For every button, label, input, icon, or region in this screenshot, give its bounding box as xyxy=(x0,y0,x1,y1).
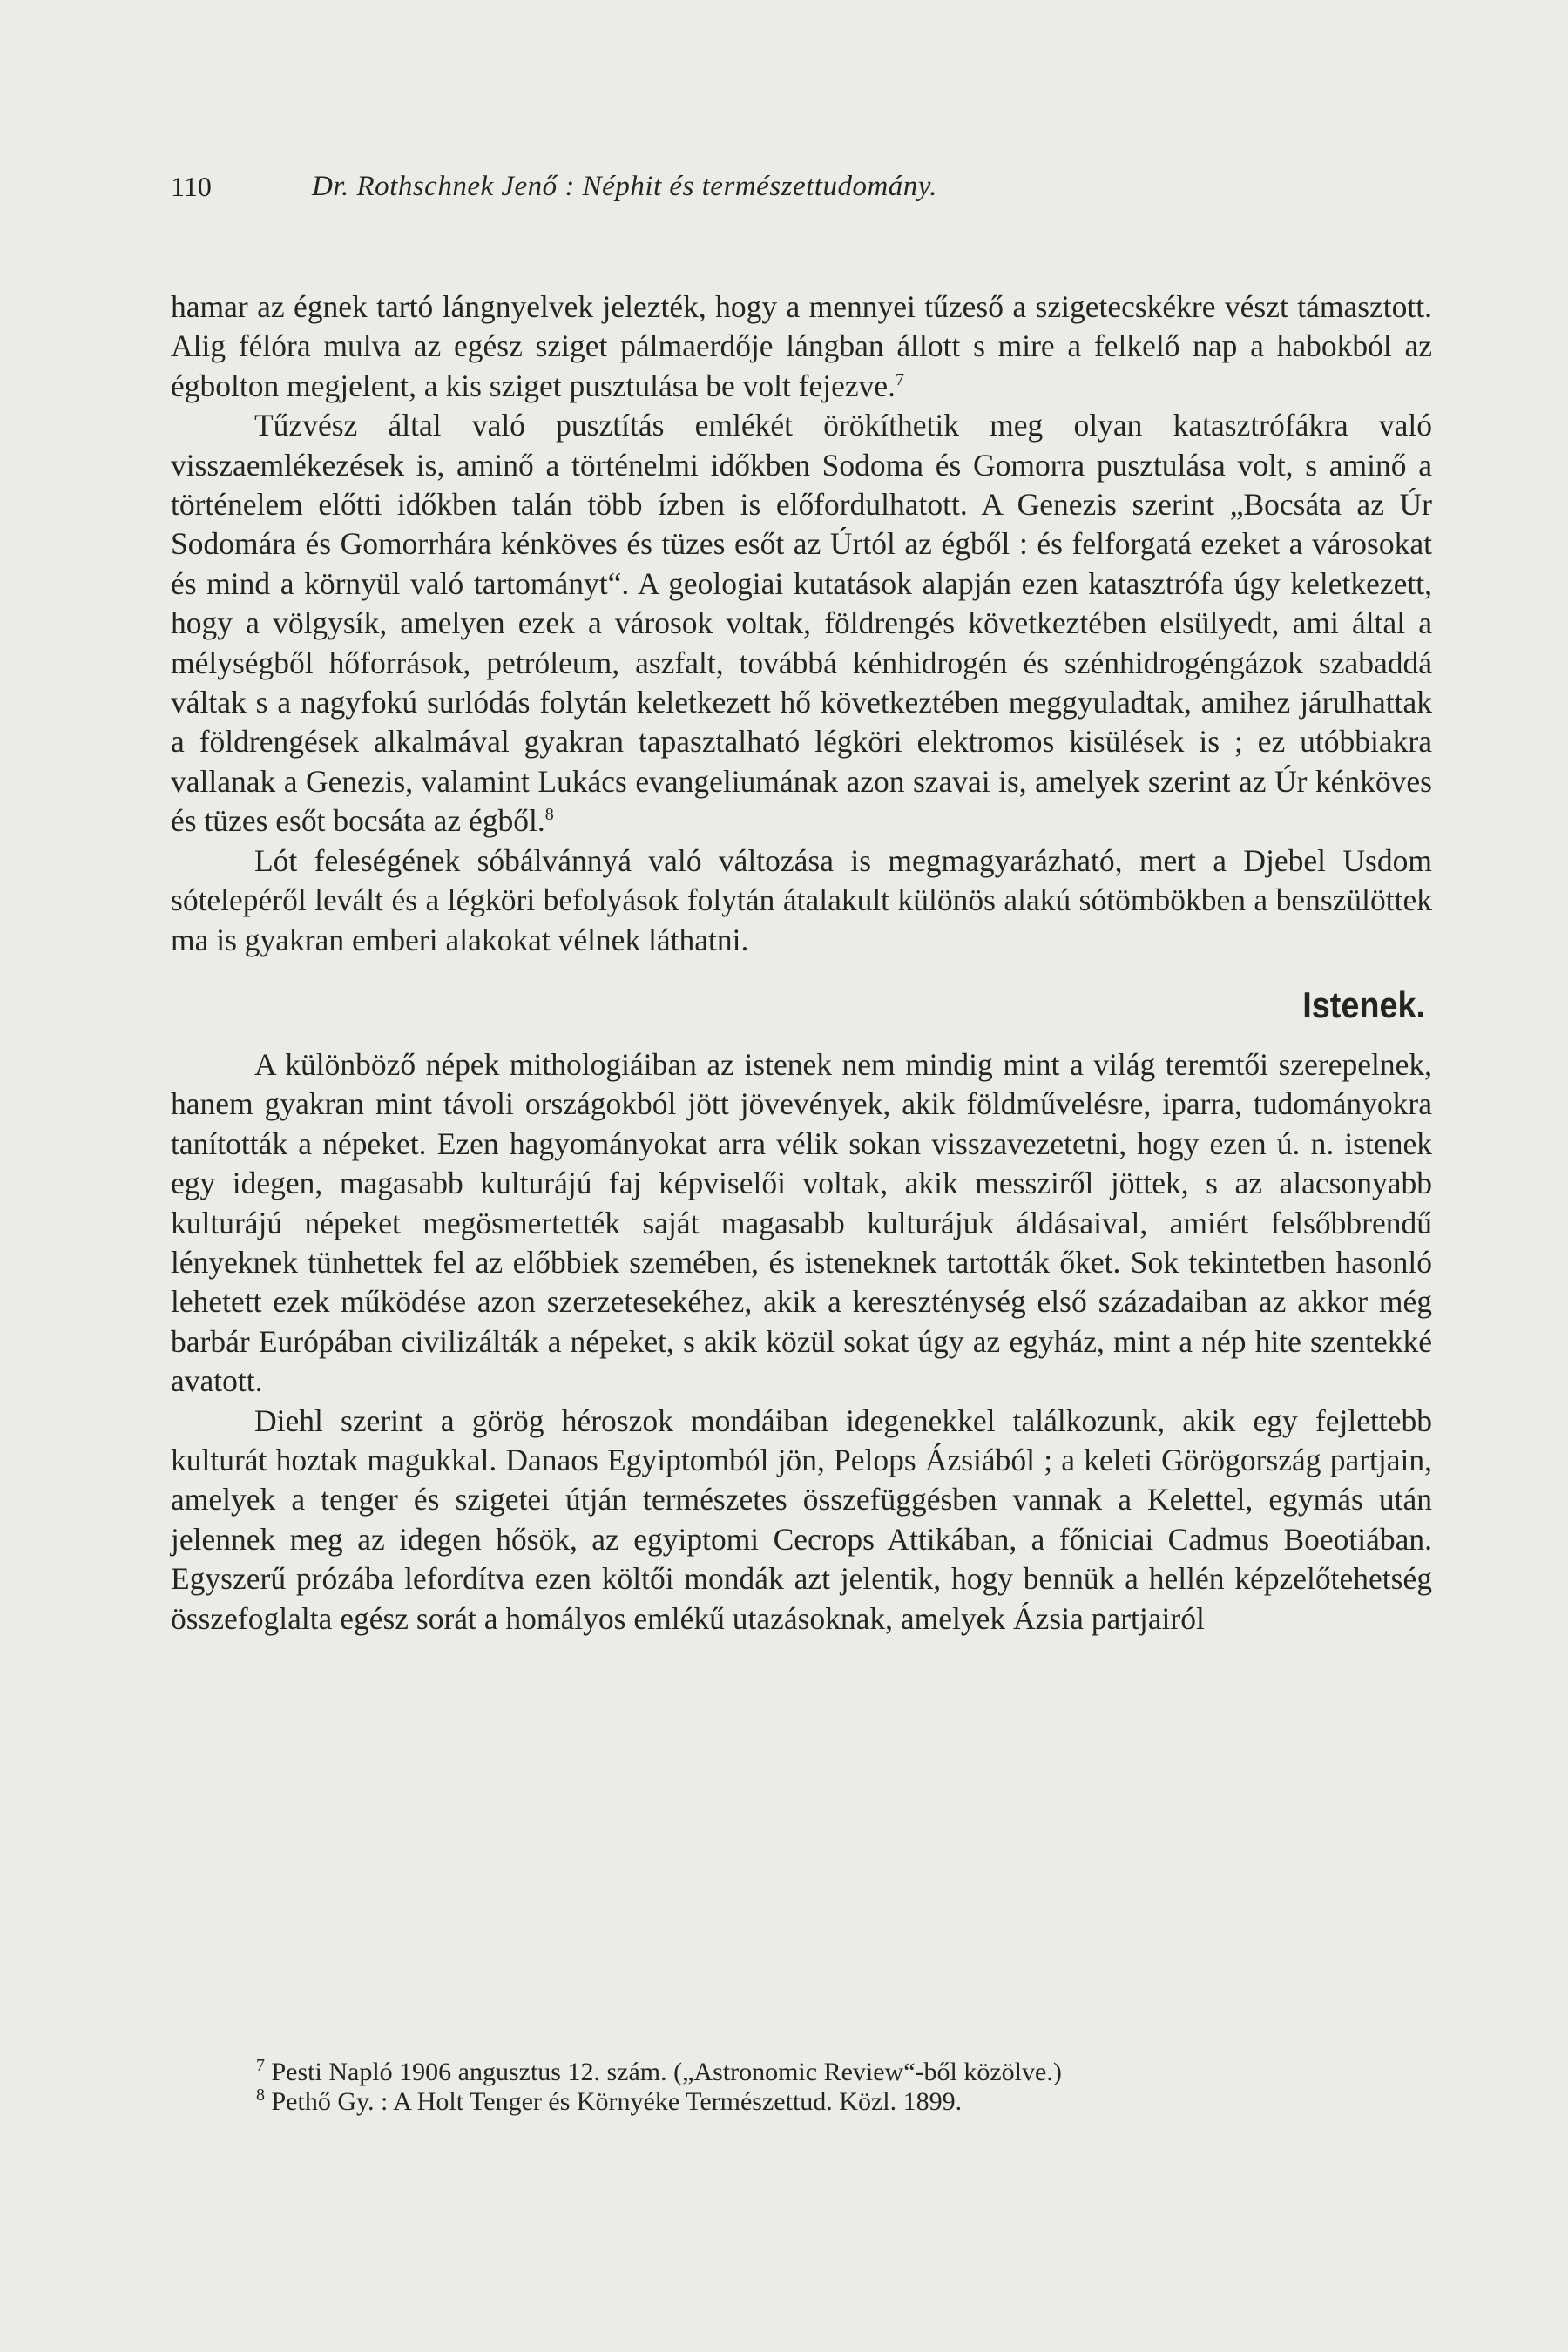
footnote-7: $^7$ Pesti Napló 1906 angusztus 12. szám. („Astronomic Review“-ből közölve.) xyxy=(256,2056,1062,2086)
paragraph-1: hamar az égnek tartó lángnyelvek jelezték, hogy a mennyei tűzeső a szigetecskékre vészt támasztott. Alig félóra mulva az egész sziget pálmaerdője lángban állott s mire a felkelő nap a habokból az égbolton megjelent, a kis sziget pusztulása be volt fejezve.$^7$ xyxy=(171,289,1432,403)
page-header xyxy=(171,171,1390,214)
footnote-ref-8: 8 xyxy=(544,805,554,825)
footnote-ref-7: 7 xyxy=(896,369,905,389)
paragraph-2: Tűzvész által való pusztítás emlékét örökíthetik meg olyan katasztrófákra való visszaemlékezések is, aminő a történelmi időkben Sodoma és Gomorra pusztulása volt, s aminő a történelem előtti időkben talán több ízben is előfordulhatott. A Genezis szerint „Bocsáta az Úr Sodomára és Gomorrhára kénköves és tüzes esőt az Úrtól az égből : és felforgatá ezeket a városokat és mind a környül való tartományt“. A geologiai kutatások alapján ezen katasztrófa úgy keletkezett, hogy a völgysík, amelyen ezek a városok voltak, földrengés következtében elsülyedt, ami által a mélységből hőforrások, petróleum, aszfalt, továbbá kénhidrogén és szénhidrogéngázok szabaddá váltak s a nagyfokú surlódás folytán keletkezett hő következtében meggyuladtak, amihez járulhattak a földrengések alkalmával gyakran tapasztalható légköri elektromos kisülések is ; ez utóbbiakra vallanak a Genezis, valamint Lukács evangeliumának azon szavai is, amelyek szerint az Úr kénköves és tüzes esőt bocsáta az égből.$^8$ xyxy=(171,408,1432,839)
paragraph-3: Lót feleségének sóbálvánnyá való változása is megmagyarázható, mert a Djebel Usdom sótelepéről levált és a légköri befolyások folytán átalakult különös alakú sótömbökben a benszülöttek ma is gyakran emberi alakokat vélnek láthatni. xyxy=(171,842,1432,957)
paragraph-4: A különböző népek mithologiáiban az istenek nem mindig mint a világ teremtői szerepelnek, hanem gyakran mint távoli országokból jött jövevények, akik földművelésre, iparra, tudományokra tanították a népeket. Ezen hagyományokat arra vélik sokan visszavezetetni, hogy ezen ú. n. istenek egy idegen, magasabb kulturájú faj képviselői voltak, akik messziről jöttek, s az alacsonyabb kulturájú népeket megösmertették saját magasabb kulturájuk áldásaival, amiért felsőbbrendű lényeknek tünhettek fel az előbbiek szemében, és isteneknek tartották őket. Sok tekintetben hasonló lehetett ezek működése azon szerzetesekéhez, akik a kereszténység első századaiban az akkor még barbár Európában civilizálták a népeket, s akik közül sokat úgy az egyház, mint a nép hite szentekké avatott. xyxy=(171,1046,1432,1399)
footnotes xyxy=(171,2058,1432,2117)
paragraph-5: Diehl szerint a görög héroszok mondáiban idegenekkel találkozunk, akik egy fejlettebb kulturát hoztak magukkal. Danaos Egyiptomból jön, Pelops Ázsiából ; a keleti Görögország partjain, amelyek a tenger és szigetei útján természetes összefüggésben vannak a Kelettel, egymás után jelennek meg az idegen hősök, az egyiptomi Cecrops Attikában, a főniciai Cadmus Boeotiában. Egyszerű prózába lefordítva ezen költői mondák azt jelentik, hogy bennük a hellén képzelőtehetség összefoglalta egész sorát a homályos emlékű utazásoknak, amelyek Ázsia partjairól xyxy=(171,1402,1432,1636)
footnote-8: $^8$ Pethő Gy. : A Holt Tenger és Környéke Természettud. Közl. 1899. xyxy=(256,2085,963,2116)
page-body xyxy=(171,287,1432,1639)
section-heading: Istenek. xyxy=(1302,983,1425,1025)
running-title: Dr. Rothschnek Jenő : Néphit és természettudomány. xyxy=(312,171,937,202)
footnote-mark: 8 xyxy=(256,2085,265,2105)
footnote-mark: 7 xyxy=(256,2056,265,2075)
page-number: 110 xyxy=(171,171,212,202)
